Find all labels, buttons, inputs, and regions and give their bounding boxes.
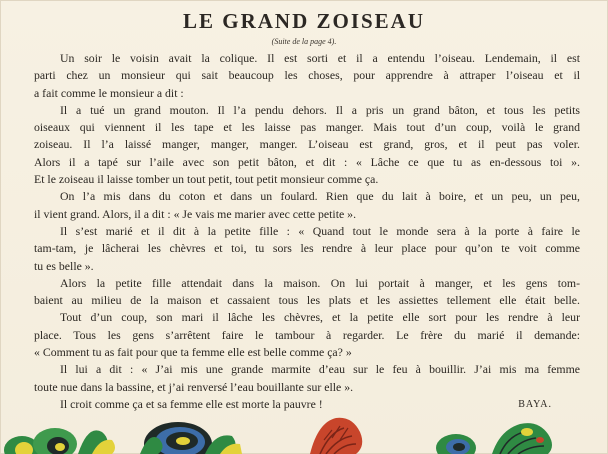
red-plant-illustration [310,418,362,454]
text-line: Et le zoiseau il laisse tomber un tout petit, tout petit monsieur comme ça. [34,172,379,187]
text-line: Un soir le voisin avait la colique. Il est sorti et il a entendu l’oiseau. Lendemain, il est [60,51,580,65]
text-line: On l’a mis dans du coton et dans un foulard. Rien que du lait à boire, et un peu, un peu, [60,189,580,204]
text-line: tu es belle ». [34,258,94,273]
text-line: il vient grand. Alors, il a dit : « Je vais me marier avec cette petite ». [34,206,357,221]
author-signature: BAYA. [518,398,552,410]
text-line: parti chez un monsieur qui sait beaucoup les choses, pour apprendre à attraper l’oiseau et il [34,68,580,83]
text-line: baient au milieu de la maison et cassaient tous les plats et les assiettes tellement elle était belle. [34,293,580,308]
text-line: place. Tous les gens s’arrêtent faire le tambour à regarder. Le frère du marié il demande: [34,327,580,342]
text-line: oiseaux qui viennent il les tape et les laisse pas manger. Mais tout d’un coup, voilà le grand [34,120,580,135]
decorative-illustration [0,410,608,454]
text-line: Alors la petite fille attendait dans la maison. On lui portait à manger, et les gens tom- [60,275,580,290]
text-line: zoiseau. Il l’a laissé manger, manger, manger. L’oiseau est grand, gros, et il peut pas voler. [34,137,580,152]
page-title: LE GRAND ZOISEAU [182,9,426,33]
text-line: Il s’est marié et il dit à la petite fille : « Quand tout le monde sera à la porte à faire le [60,223,580,238]
story-text [34,50,580,413]
page-subtitle: (Suite de la page 4). [271,37,337,46]
right-tree-illustration [436,423,552,454]
closing-line: Il croit comme ça et sa femme elle est morte la pauvre ! [60,396,323,411]
blossom-illustration [140,422,242,454]
text-line: a fait comme le monsieur a dit : [34,85,184,100]
left-foliage-illustration [4,428,115,454]
text-line: tam-tam, je lâcherai les chèvres et toi, tu sors les rendre à leur place pour qu’on te voit comme [34,241,580,256]
text-line: Tout d’un coup, son mari il lâche les chèvres, et la petite elle sort pour les rendre à leur [60,310,580,325]
text-line: Il lui a dit : « J’ai mis une grande marmite d’eau sur le feu à bouillir. J’ai mis ma femme [60,362,580,377]
text-line: toute nue dans la bassine, et j’ai renversé l’eau bouillante sur elle ». [34,379,354,394]
text-line: Alors il a tapé sur l’aile avec son petit bâton, et dit : « Lâche ce que tu as en-dessous toi ». [34,154,580,169]
text-line: « Comment tu as fait pour que ta femme elle est belle comme ça? » [34,345,352,360]
text-line: Il a tué un grand mouton. Il l’a pendu dehors. Il a pris un grand bâton, et tous les petits [60,102,580,117]
